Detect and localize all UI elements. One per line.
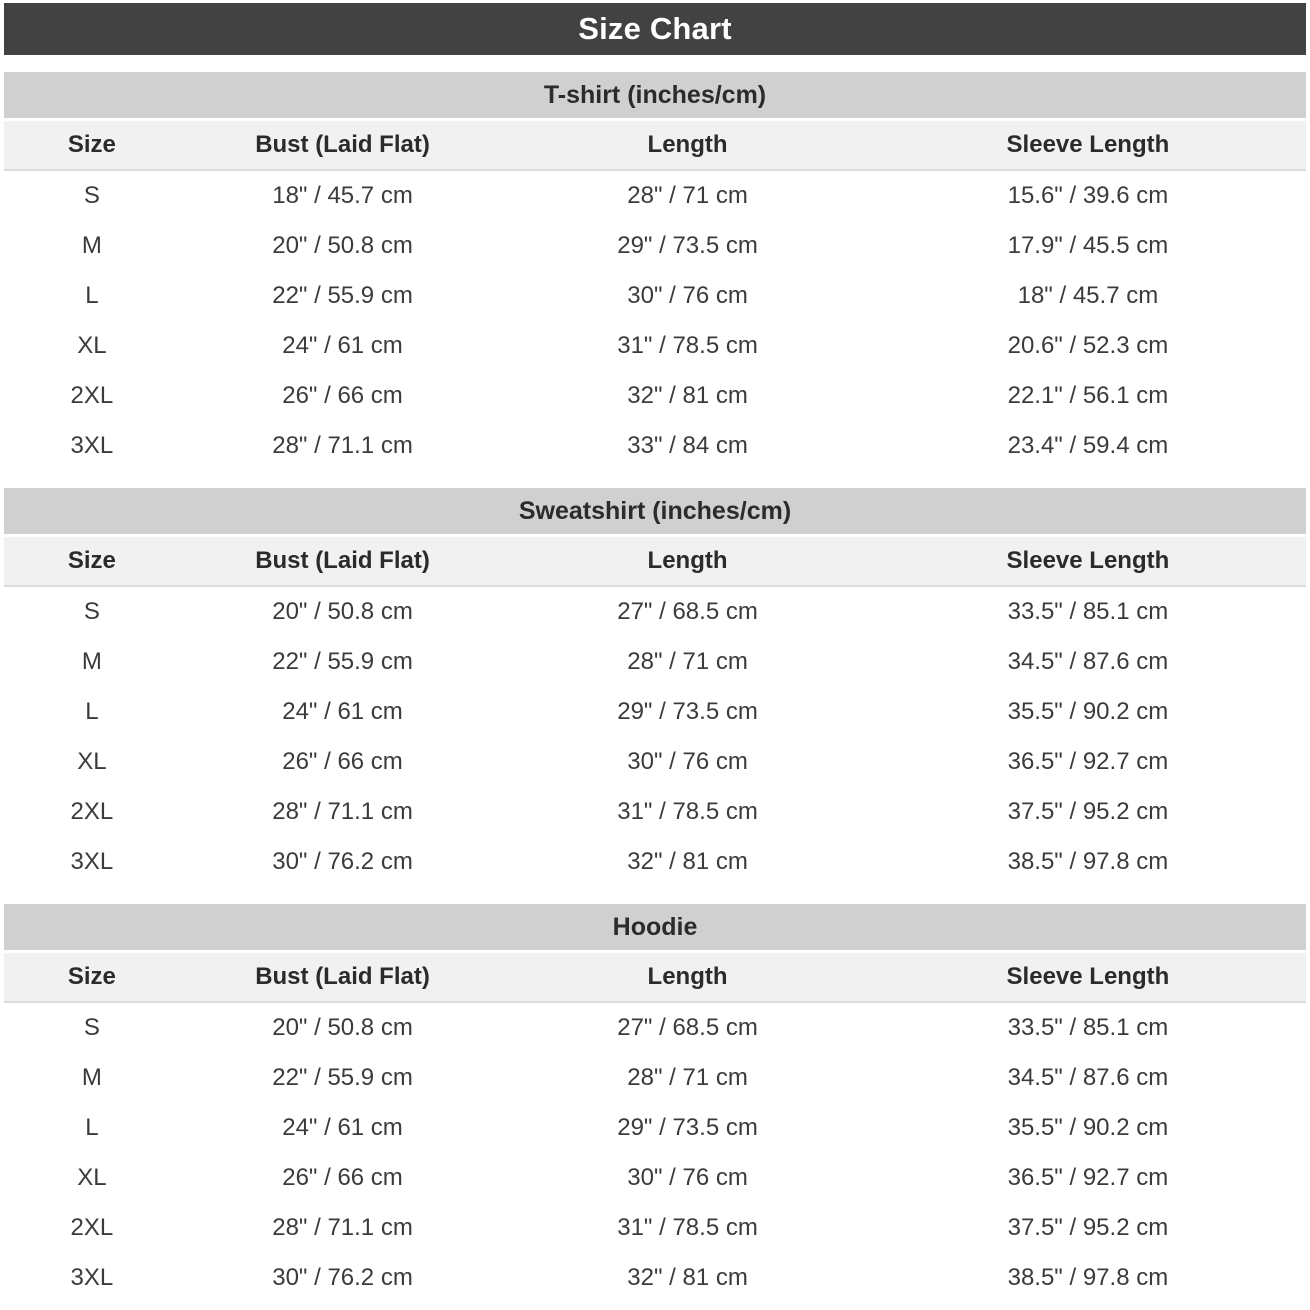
measurement-cell: 38.5" / 97.8 cm (1007, 1264, 1169, 1291)
measurement-cell: 29" / 73.5 cm (617, 232, 758, 259)
size-cell: M (81, 648, 102, 675)
size-table (4, 121, 1306, 471)
measurement-cell: 22.1" / 56.1 cm (1007, 382, 1169, 409)
measurement-cell: 15.6" / 39.6 cm (1007, 182, 1169, 209)
column-header: Size (4, 953, 180, 1002)
size-cell: 3XL (70, 1264, 114, 1291)
table-row (4, 1153, 1306, 1203)
measurement-cell: 32" / 81 cm (627, 1264, 748, 1291)
measurement-cell: 20.6" / 52.3 cm (1007, 332, 1169, 359)
measurement-cell: 28" / 71 cm (627, 648, 748, 675)
table-row (4, 221, 1306, 271)
measurement-cell: 26" / 66 cm (282, 382, 403, 409)
measurement-cell: 29" / 73.5 cm (617, 1114, 758, 1141)
measurement-cell: 18" / 45.7 cm (1017, 282, 1159, 309)
measurement-cell: 32" / 81 cm (627, 382, 748, 409)
measurement-cell: 30" / 76 cm (627, 282, 748, 309)
column-header: Sleeve Length (870, 121, 1306, 170)
measurement-cell: 18" / 45.7 cm (272, 182, 413, 209)
measurement-cell: 31" / 78.5 cm (617, 1214, 758, 1241)
table-body (4, 170, 1306, 471)
size-cell: XL (77, 1164, 107, 1191)
section-title: T-shirt (inches/cm) (4, 72, 1306, 118)
column-header: Sleeve Length (870, 537, 1306, 586)
size-chart-section (4, 904, 1306, 1303)
size-cell: 3XL (70, 848, 114, 875)
table-row (4, 1103, 1306, 1153)
size-chart-sections (4, 72, 1306, 1303)
size-cell: 2XL (70, 798, 114, 825)
table-row (4, 1253, 1306, 1303)
measurement-cell: 28" / 71 cm (627, 182, 748, 209)
size-cell: 2XL (70, 1214, 114, 1241)
column-header: Length (505, 953, 870, 1002)
table-row (4, 170, 1306, 221)
section-title: Sweatshirt (inches/cm) (4, 488, 1306, 534)
column-header: Bust (Laid Flat) (180, 121, 506, 170)
size-cell: 2XL (70, 382, 114, 409)
measurement-cell: 26" / 66 cm (282, 1164, 403, 1191)
measurement-cell: 20" / 50.8 cm (272, 598, 413, 625)
measurement-cell: 33.5" / 85.1 cm (1007, 1014, 1169, 1041)
measurement-cell: 24" / 61 cm (282, 332, 403, 359)
size-table (4, 537, 1306, 887)
measurement-cell: 37.5" / 95.2 cm (1007, 798, 1169, 825)
table-row (4, 586, 1306, 637)
size-table (4, 953, 1306, 1303)
measurement-cell: 28" / 71.1 cm (272, 798, 413, 825)
table-row (4, 637, 1306, 687)
measurement-cell: 36.5" / 92.7 cm (1007, 1164, 1169, 1191)
measurement-cell: 22" / 55.9 cm (272, 1064, 413, 1091)
size-cell: L (85, 698, 99, 725)
size-cell: XL (77, 332, 107, 359)
measurement-cell: 31" / 78.5 cm (617, 798, 758, 825)
measurement-cell: 27" / 68.5 cm (617, 598, 758, 625)
size-cell: S (83, 598, 100, 625)
section-title: Hoodie (4, 904, 1306, 950)
size-cell: 3XL (70, 432, 114, 459)
table-row (4, 787, 1306, 837)
table-row (4, 371, 1306, 421)
table-body (4, 586, 1306, 887)
column-header: Length (505, 121, 870, 170)
measurement-cell: 28" / 71.1 cm (272, 1214, 413, 1241)
measurement-cell: 23.4" / 59.4 cm (1007, 432, 1169, 459)
measurement-cell: 28" / 71.1 cm (272, 432, 413, 459)
measurement-cell: 30" / 76.2 cm (272, 1264, 413, 1291)
table-row (4, 321, 1306, 371)
measurement-cell: 34.5" / 87.6 cm (1007, 1064, 1169, 1091)
column-header: Bust (Laid Flat) (180, 537, 506, 586)
measurement-cell: 33" / 84 cm (627, 432, 748, 459)
table-row (4, 837, 1306, 887)
measurement-cell: 38.5" / 97.8 cm (1007, 848, 1169, 875)
measurement-cell: 22" / 55.9 cm (272, 648, 413, 675)
measurement-cell: 20" / 50.8 cm (272, 1014, 413, 1041)
size-cell: M (81, 232, 102, 259)
column-header: Bust (Laid Flat) (180, 953, 506, 1002)
measurement-cell: 34.5" / 87.6 cm (1007, 648, 1169, 675)
measurement-cell: 37.5" / 95.2 cm (1007, 1214, 1169, 1241)
table-row (4, 687, 1306, 737)
measurement-cell: 32" / 81 cm (627, 848, 748, 875)
measurement-cell: 24" / 61 cm (282, 1114, 403, 1141)
table-body (4, 1002, 1306, 1303)
measurement-cell: 28" / 71 cm (627, 1064, 748, 1091)
measurement-cell: 27" / 68.5 cm (617, 1014, 758, 1041)
measurement-cell: 20" / 50.8 cm (272, 232, 413, 259)
page-title: Size Chart (4, 3, 1306, 55)
measurement-cell: 35.5" / 90.2 cm (1007, 1114, 1169, 1141)
measurement-cell: 31" / 78.5 cm (617, 332, 758, 359)
table-row (4, 1053, 1306, 1103)
table-row (4, 271, 1306, 321)
measurement-cell: 36.5" / 92.7 cm (1007, 748, 1169, 775)
size-cell: M (81, 1064, 102, 1091)
measurement-cell: 29" / 73.5 cm (617, 698, 758, 725)
size-cell: L (85, 282, 99, 309)
measurement-cell: 33.5" / 85.1 cm (1007, 598, 1169, 625)
measurement-cell: 17.9" / 45.5 cm (1007, 232, 1169, 259)
column-header: Size (4, 121, 180, 170)
size-chart-section (4, 72, 1306, 471)
column-header: Sleeve Length (870, 953, 1306, 1002)
measurement-cell: 30" / 76.2 cm (272, 848, 413, 875)
table-row (4, 421, 1306, 471)
size-cell: S (83, 182, 100, 209)
measurement-cell: 30" / 76 cm (627, 1164, 748, 1191)
measurement-cell: 30" / 76 cm (627, 748, 748, 775)
measurement-cell: 35.5" / 90.2 cm (1007, 698, 1169, 725)
measurement-cell: 26" / 66 cm (282, 748, 403, 775)
table-row (4, 737, 1306, 787)
header-row (4, 953, 1306, 1002)
table-row (4, 1002, 1306, 1053)
measurement-cell: 22" / 55.9 cm (272, 282, 413, 309)
size-cell: L (85, 1114, 99, 1141)
table-row (4, 1203, 1306, 1253)
size-chart-section (4, 488, 1306, 887)
size-cell: S (83, 1014, 100, 1041)
header-row (4, 121, 1306, 170)
size-cell: XL (77, 748, 107, 775)
header-row (4, 537, 1306, 586)
column-header: Length (505, 537, 870, 586)
measurement-cell: 24" / 61 cm (282, 698, 403, 725)
column-header: Size (4, 537, 180, 586)
